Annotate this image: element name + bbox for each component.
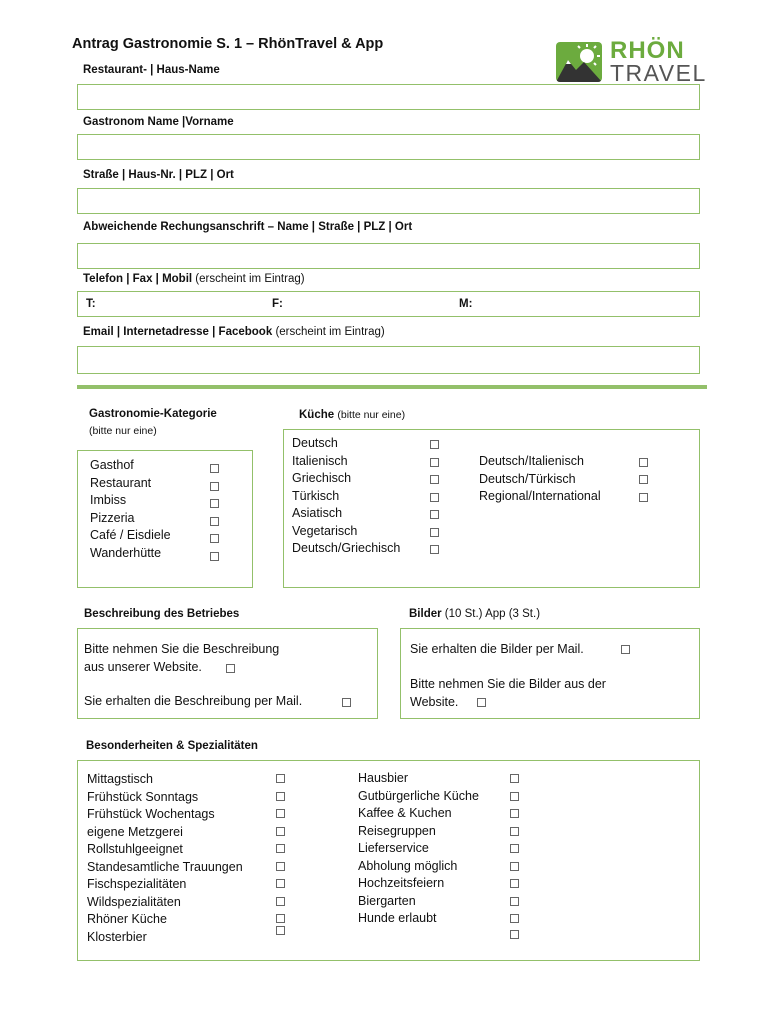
specials-checkbox-9[interactable] [276,914,285,923]
category-checkbox-5[interactable] [210,534,219,543]
specials-item-15: Lieferservice [358,841,429,855]
category-item-2: Restaurant [90,475,152,490]
description-option1-line2: aus unserer Website. [84,659,202,674]
kitchen-checkbox-3[interactable] [430,475,439,484]
specials-checkbox-15[interactable] [510,844,519,853]
kitchen-checkbox-2[interactable] [430,458,439,467]
category-checkbox-3[interactable] [210,499,219,508]
kitchen-item-10: Regional/International [479,489,601,503]
specials-item-16: Abholung möglich [358,858,458,873]
category-box [77,450,253,588]
category-checkbox-4[interactable] [210,517,219,526]
specials-item-1: Mittagstisch [87,772,153,786]
page-title: Antrag Gastronomie S. 1 – RhönTravel & App [72,36,384,52]
phone-m-label: M: [459,298,473,310]
address-label: Straße | Haus-Nr. | PLZ | Ort [83,169,234,181]
kitchen-label-text: Küche [299,409,335,421]
category-label: Gastronomie-Kategorie [89,408,217,420]
specials-checkbox-12[interactable] [510,792,519,801]
kitchen-item-1: Deutsch [292,436,338,450]
specials-item-12: Gutbürgerliche Küche [358,788,479,803]
kitchen-item-6: Vegetarisch [292,523,358,538]
description-option2: Sie erhalten die Beschreibung per Mail. [84,694,303,708]
kitchen-item-8: Deutsch/Italienisch [479,454,584,468]
specials-checkbox-13[interactable] [510,809,519,818]
specials-checkbox-14[interactable] [510,827,519,836]
pictures-checkbox-2[interactable] [477,698,486,707]
specials-checkbox-11[interactable] [510,774,519,783]
specials-item-6: Standesamtliche Trauungen [87,859,243,874]
specials-item-19: Hunde erlaubt [358,911,437,925]
kitchen-box [283,429,700,588]
phone-note: (erscheint im Eintrag) [195,273,305,285]
specials-checkbox-10[interactable] [276,926,285,935]
billing-address-field[interactable] [77,243,700,269]
specials-box [77,760,700,961]
address-field[interactable] [77,188,700,214]
kitchen-checkbox-6[interactable] [430,528,439,537]
logo-text-travel: TRAVEL [610,60,707,86]
pictures-option1: Sie erhalten die Bilder per Mail. [410,642,584,656]
email-label-text: Email | Internetadresse | Facebook [83,326,273,338]
specials-checkbox-8[interactable] [276,897,285,906]
pictures-label [409,608,540,620]
description-checkbox-2[interactable] [342,698,351,707]
billing-address-label: Abweichende Rechungsanschrift – Name | Straße | PLZ | Ort [83,221,413,233]
pictures-label-text: Bilder [409,608,442,620]
kitchen-checkbox-5[interactable] [430,510,439,519]
specials-checkbox-17[interactable] [510,879,519,888]
phone-t-label: T: [86,298,96,310]
description-option1-line1: Bitte nehmen Sie die Beschreibung [84,642,280,656]
category-item-5: Café / Eisdiele [90,528,171,542]
phone-label-text: Telefon | Fax | Mobil [83,273,193,285]
kitchen-item-3: Griechisch [292,471,352,485]
specials-item-13: Kaffee & Kuchen [358,806,452,820]
kitchen-checkbox-1[interactable] [430,440,439,449]
restaurant-name-label: Restaurant- | Haus-Name [83,64,220,76]
specials-checkbox-5[interactable] [276,844,285,853]
section-divider [77,385,707,389]
specials-item-10: Klosterbier [87,929,147,944]
kitchen-label [299,409,405,421]
kitchen-checkbox-9[interactable] [639,475,648,484]
specials-item-8: Wildspezialitäten [87,894,181,909]
logo-mountain-icon [556,42,602,82]
specials-checkbox-16[interactable] [510,862,519,871]
specials-item-9: Rhöner Küche [87,912,167,926]
phone-f-label: F: [272,298,283,310]
category-checkbox-1[interactable] [210,464,219,473]
kitchen-item-5: Asiatisch [292,506,343,520]
kitchen-item-2: Italienisch [292,453,348,468]
kitchen-checkbox-7[interactable] [430,545,439,554]
pictures-option2-line1: Bitte nehmen Sie die Bilder aus der [410,677,606,691]
specials-checkbox-18[interactable] [510,897,519,906]
specials-checkbox-6[interactable] [276,862,285,871]
phone-label [83,273,305,285]
kitchen-item-4: Türkisch [292,488,340,503]
specials-checkbox-3[interactable] [276,809,285,818]
kitchen-item-9: Deutsch/Türkisch [479,471,576,486]
description-label: Beschreibung des Betriebes [84,608,240,620]
kitchen-checkbox-8[interactable] [639,458,648,467]
description-box [77,628,378,719]
restaurant-name-field[interactable] [77,84,700,110]
pictures-checkbox-1[interactable] [621,645,630,654]
specials-item-14: Reisegruppen [358,823,436,838]
specials-checkbox-7[interactable] [276,879,285,888]
specials-item-3: Frühstück Wochentags [87,807,215,821]
kitchen-checkbox-4[interactable] [430,493,439,502]
category-item-6: Wanderhütte [90,545,162,560]
email-note: (erscheint im Eintrag) [275,326,385,338]
specials-checkbox-19[interactable] [510,914,519,923]
specials-item-11: Hausbier [358,771,409,785]
logo-text-rhoen: RHÖN [610,37,685,64]
gastronom-name-field[interactable] [77,134,700,160]
pictures-option2-line2: Website. [410,694,459,709]
category-note: (bitte nur eine) [89,425,157,437]
specials-item-7: Fischspezialitäten [87,877,187,891]
category-checkbox-2[interactable] [210,482,219,491]
gastronom-name-label: Gastronom Name |Vorname [83,116,234,128]
category-item-4: Pizzeria [90,510,135,525]
specials-item-17: Hochzeitsfeiern [358,876,445,890]
email-label [83,326,385,338]
kitchen-checkbox-10[interactable] [639,493,648,502]
kitchen-item-7: Deutsch/Griechisch [292,541,401,555]
specials-label: Besonderheiten & Spezialitäten [86,740,258,752]
specials-item-4: eigene Metzgerei [87,824,183,839]
specials-checkbox-2[interactable] [276,792,285,801]
category-checkbox-6[interactable] [210,552,219,561]
specials-item-5: Rollstuhlgeeignet [87,842,183,856]
category-item-3: Imbiss [90,493,127,507]
pictures-box [400,628,700,719]
category-item-1: Gasthof [90,458,134,472]
specials-checkbox-20[interactable] [510,930,519,939]
specials-item-18: Biergarten [358,893,416,908]
email-field[interactable] [77,346,700,374]
kitchen-note: (bitte nur eine) [337,409,406,421]
specials-checkbox-4[interactable] [276,827,285,836]
pictures-note: (10 St.) App (3 St.) [444,608,541,620]
specials-checkbox-1[interactable] [276,774,285,783]
description-checkbox-1[interactable] [226,664,235,673]
specials-item-2: Frühstück Sonntags [87,789,199,804]
phone-field[interactable] [77,291,700,317]
